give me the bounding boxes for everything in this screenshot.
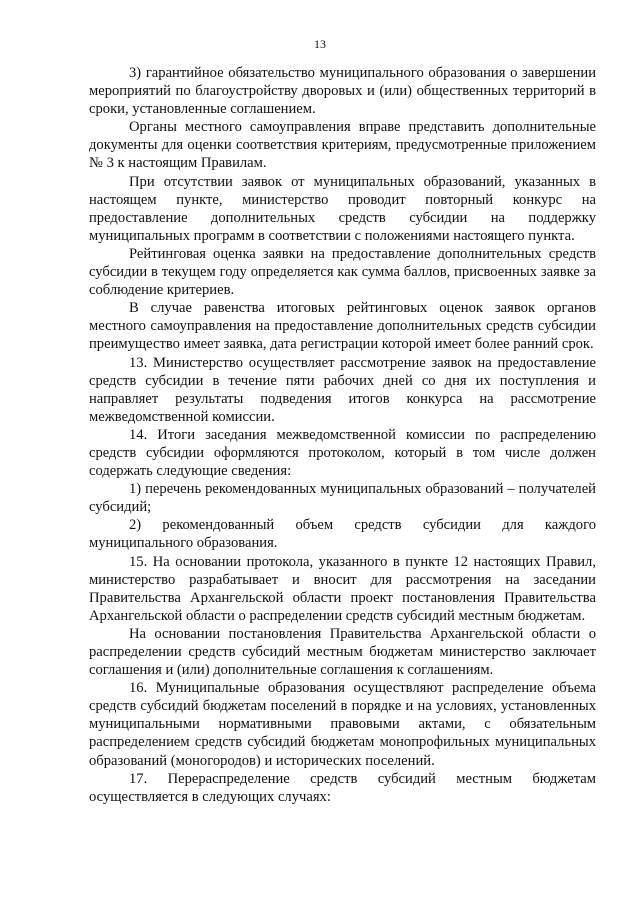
paragraph-agreements: На основании постановления Правительства Архангельской области о распределении средств субсидий местным бюджетам министерство заключает соглашения и (или) дополнительные соглашения к соглашениям. [89, 625, 596, 679]
paragraph-item-15: 15. На основании протокола, указанного в пункте 12 настоящих Правил, министерство разрабатывает и вносит для рассмотрения на заседании Правительства Архангельской области проект постановления Правительства Архангельской области о распределении средств субсидий местным бюджетам. [89, 553, 596, 624]
paragraph-item-14: 14. Итоги заседания межведомственной комиссии по распределению средств субсидии оформляются протоколом, который в том числе должен содержать следующие сведения: [89, 426, 596, 480]
paragraph-item-16: 16. Муниципальные образования осуществляют распределение объема средств субсидий бюджетам поселений в порядке и на условиях, установленных муниципальными нормативными правовыми актами, с обязательным распределением средств субсидий бюджетам монопрофильных муниципальных образований (моногородов) и исторических поселений. [89, 680, 596, 769]
paragraph-equal-ratings: В случае равенства итоговых рейтинговых оценок заявок органов местного самоуправления на предоставление дополнительных средств субсидии преимущество имеет заявка, дата регистрации которой имеет более ранний срок. [89, 300, 596, 353]
paragraph-guarantee-obligation: 3) гарантийное обязательство муниципального образования о завершении мероприятий по благоустройству дворовых и (или) общественных территорий в сроки, установленные соглашением. [89, 65, 596, 118]
paragraph-rating-score: Рейтинговая оценка заявки на предоставление дополнительных средств субсидии в текущем году определяется как сумма баллов, присвоенных заявке за соблюдение критериев. [89, 245, 596, 299]
paragraph-additional-documents: Органы местного самоуправления вправе представить дополнительные документы для оценки соответствия критериям, предусмотренные приложением № 3 к настоящим Правилам. [89, 119, 596, 172]
document-body [89, 64, 596, 806]
paragraph-repeat-contest: При отсутствии заявок от муниципальных образований, указанных в настоящем пункте, министерство проводит повторный конкурс на предоставление дополнительных средств субсидии на поддержку муниципальных программ в соответствии с положениями настоящего пункта. [89, 173, 596, 244]
paragraph-item-17: 17. Перераспределение средств субсидий местным бюджетам осуществляется в следующих случаях: [89, 770, 596, 805]
paragraph-item-14-list-1: 1) перечень рекомендованных муниципальных образований – получателей субсидий; [89, 481, 596, 516]
page-number: 13 [314, 37, 326, 51]
paragraph-item-13: 13. Министерство осуществляет рассмотрение заявок на предоставление средств субсидии в течение пяти рабочих дней со дня их поступления и направляет результаты подведения итогов конкурса на рассмотрение межведомственной комиссии. [89, 354, 596, 425]
paragraph-item-14-list-2: 2) рекомендованный объем средств субсидии для каждого муниципального образования. [89, 517, 596, 552]
